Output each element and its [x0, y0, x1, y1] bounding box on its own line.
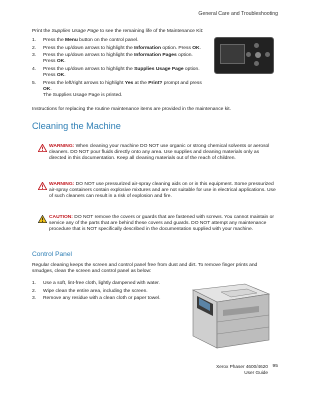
warning-triangle-icon [38, 144, 47, 152]
running-head: General Care and Troubleshooting [198, 11, 278, 17]
down-arrow-icon [254, 61, 259, 66]
step-item: 5. Press the left/right arrows to highlight Yes at the Print? prompt and press OK. The Supplies Usage Page is printed. [32, 81, 204, 99]
warning-callout: WARNING: DO NOT use pressurized air-spray cleaning aids on or in this equipment. Some pressurized air-spray containers contain explosive mixtures and are not suitable for use in electrical applications. Use of such cleaners can result in a risk of explosion and fire. [38, 182, 276, 201]
step-item: 2. Wipe clean the entire area, including the screen. [32, 288, 148, 294]
instructions-note: Instructions for replacing the routine maintenance items are provided in the maintenance kit. [32, 107, 231, 112]
left-arrow-icon [246, 52, 251, 57]
step-item: 4. Press the up/down arrows to highlight the Supplies Usage Page option. Press OK. [32, 67, 200, 79]
step-item: 3. Remove any residue with a clean cloth or paper towel. [32, 296, 161, 302]
lcd-screen-graphic [220, 44, 245, 64]
warning-callout: WARNING: When cleaning your machine DO NOT use organic or strong chemical solvents or aerosol cleaners. DO NOT pour fluids directly onto any area. Use supplies and cleaning materials only as directed in this documentation. Keep all cleaning materials out of the reach of children. [38, 144, 276, 163]
subsection-title: Control Panel [32, 251, 72, 258]
step-item: 2. Press the up/down arrows to highlight the Information option. Press OK. [32, 45, 201, 51]
step-result: The Supplies Usage Page is printed. [43, 93, 123, 99]
step-item: 3. Press the up/down arrows to highlight the Information Pages option. Press OK. [32, 53, 193, 65]
section-title: Cleaning the Machine [32, 121, 121, 131]
caution-triangle-icon [38, 215, 47, 223]
cleaning-steps [32, 281, 167, 304]
page-number: 95 [272, 364, 278, 369]
control-panel-illustration [214, 37, 274, 74]
step-item: 1. Use a soft, lint-free cloth, lightly dampened with water. [32, 281, 160, 286]
caution-callout: CAUTION: DO NOT remove the covers or guards that are fastened with screws. You cannot maintain or service any of the parts that are behind these covers and guards. DO NOT attempt any maintenance procedure that is NOT specifically described in the documentation supplied with your machine. [38, 215, 276, 234]
ok-button-graphic [255, 52, 261, 58]
control-panel-paragraph: Regular cleaning keeps the screen and control panel free from dust and dirt. To remove finger prints and smudges, clean the screen and control panel as below: [32, 263, 258, 275]
right-arrow-icon [265, 52, 270, 57]
supplies-usage-steps [32, 38, 204, 101]
intro-paragraph: Print the Supplies Usage Page to see the remaining life of the Maintenance Kit: [32, 29, 204, 34]
footer-product: Xerox Phaser 4600/4620 User Guide [216, 364, 268, 375]
warning-triangle-icon [38, 182, 47, 190]
up-arrow-icon [254, 43, 259, 48]
printer-illustration [183, 282, 275, 354]
step-item: 1. Press the Menu button on the control panel. [32, 38, 139, 43]
